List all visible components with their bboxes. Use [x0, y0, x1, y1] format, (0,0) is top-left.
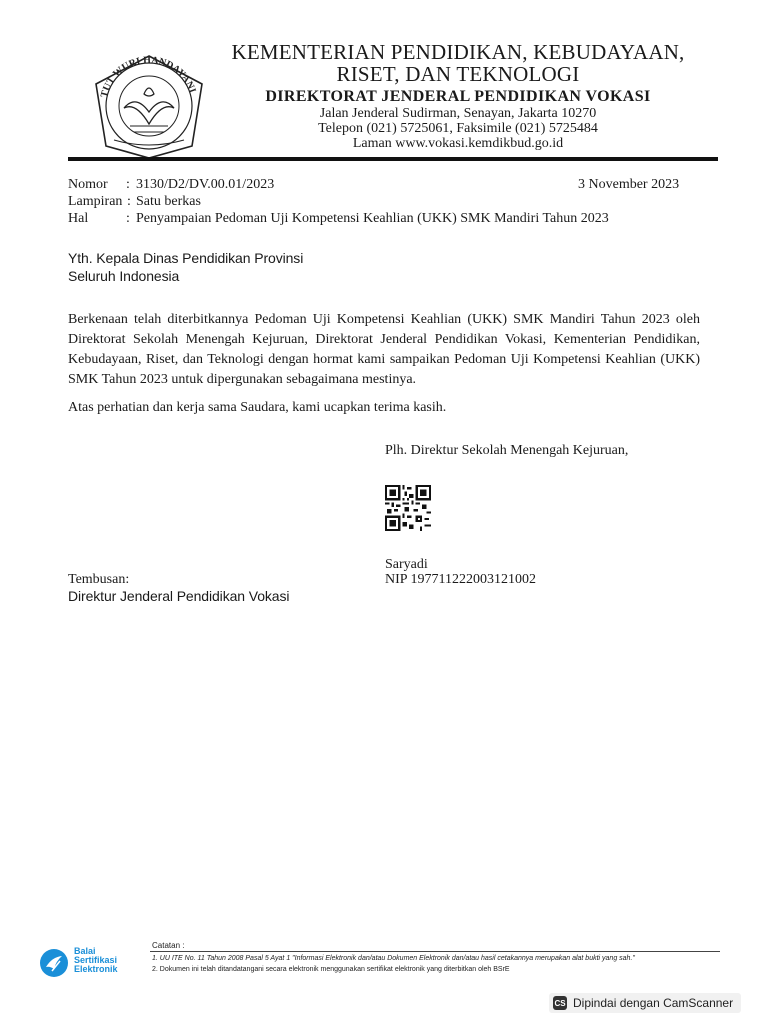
- letter-date: 3 November 2023: [578, 177, 680, 192]
- bsre-text-line1: Balai: [74, 946, 96, 956]
- directorate-name: DIREKTORAT JENDERAL PENDIDIKAN VOKASI: [265, 88, 651, 105]
- recipient-line2: Seluruh Indonesia: [68, 268, 180, 284]
- lampiran-value: Satu berkas: [136, 194, 201, 209]
- signature-qr-code: [385, 485, 431, 531]
- tembusan-label: Tembusan:: [68, 572, 130, 587]
- tut-wuri-handayani-logo: [84, 46, 214, 162]
- letterhead-website: Laman www.vokasi.kemdikbud.go.id: [352, 136, 564, 151]
- svg-text:TUT WURI HANDAYANI: [99, 55, 198, 99]
- hal-label: Hal: [68, 211, 89, 226]
- lampiran-colon: :: [127, 194, 131, 209]
- bsre-emblem-icon: [38, 947, 70, 979]
- hal-colon: :: [126, 211, 130, 226]
- footnote-2: 2. Dokumen ini telah ditandatangani secara elektronik menggunakan sertifikat elektronik yang diterbitkan oleh BSrE: [152, 966, 510, 973]
- recipient-line1: Yth. Kepala Dinas Pendidikan Provinsi: [68, 250, 304, 266]
- camscanner-icon: CS: [553, 996, 567, 1010]
- nomor-value: 3130/D2/DV.00.01/2023: [136, 177, 275, 192]
- footnote-label: Catatan :: [152, 941, 185, 950]
- letterhead-address: Jalan Jenderal Sudirman, Senayan, Jakarta 10270: [319, 106, 597, 121]
- lampiran-label: Lampiran: [68, 194, 123, 209]
- tembusan-recipient: Direktur Jenderal Pendidikan Vokasi: [68, 588, 290, 604]
- bsre-logo: [38, 945, 138, 981]
- body-paragraph-1: Berkenaan telah diterbitkannya Pedoman Uji Kompetensi Keahlian (UKK) SMK Mandiri Tahun 2023 oleh Direktorat Sekolah Menengah Kejuruan, Direktorat Jenderal Pendidikan Vokasi, Kementerian Pendidikan, Kebudayaan, Riset, dan Teknologi dengan hormat kami sampaikan Pedoman Uji Kompetensi Keahlian (UKK) SMK Tahun 2023 untuk dipergunakan sebagaimana mestinya.: [68, 312, 700, 387]
- nomor-colon: :: [126, 177, 130, 192]
- signatory-nip: NIP 197711222003121002: [385, 572, 537, 587]
- footnote-divider: [150, 951, 720, 952]
- bsre-text-line3: Elektronik: [74, 964, 118, 974]
- letterhead-divider: [68, 157, 718, 161]
- signatory-name: Saryadi: [385, 557, 428, 572]
- letterhead-phone: Telepon (021) 5725061, Faksimile (021) 5725484: [318, 121, 598, 136]
- nomor-label: Nomor: [68, 177, 108, 192]
- ministry-name-line1: KEMENTERIAN PENDIDIKAN, KEBUDAYAAN,: [231, 40, 685, 64]
- signatory-title: Plh. Direktur Sekolah Menengah Kejuruan,: [385, 443, 629, 458]
- logo-motto: TUT WURI HANDAYANI: [98, 54, 198, 99]
- hal-value: Penyampaian Pedoman Uji Kompetensi Keahlian (UKK) SMK Mandiri Tahun 2023: [136, 211, 609, 226]
- camscanner-text: Dipindai dengan CamScanner: [573, 996, 734, 1010]
- footnote-1: 1. UU ITE No. 11 Tahun 2008 Pasal 5 Ayat 1 "Informasi Elektronik dan/atau Dokumen Elektronik dan/atau hasil cetakannya merupakan alat bukti yang sah.": [152, 955, 635, 962]
- ministry-name-line2: RISET, DAN TEKNOLOGI: [336, 62, 580, 86]
- camscanner-watermark: [549, 993, 741, 1013]
- bsre-text-line2: Sertifikasi: [74, 955, 118, 965]
- body-paragraph-2: Atas perhatian dan kerja sama Saudara, kami ucapkan terima kasih.: [68, 400, 447, 415]
